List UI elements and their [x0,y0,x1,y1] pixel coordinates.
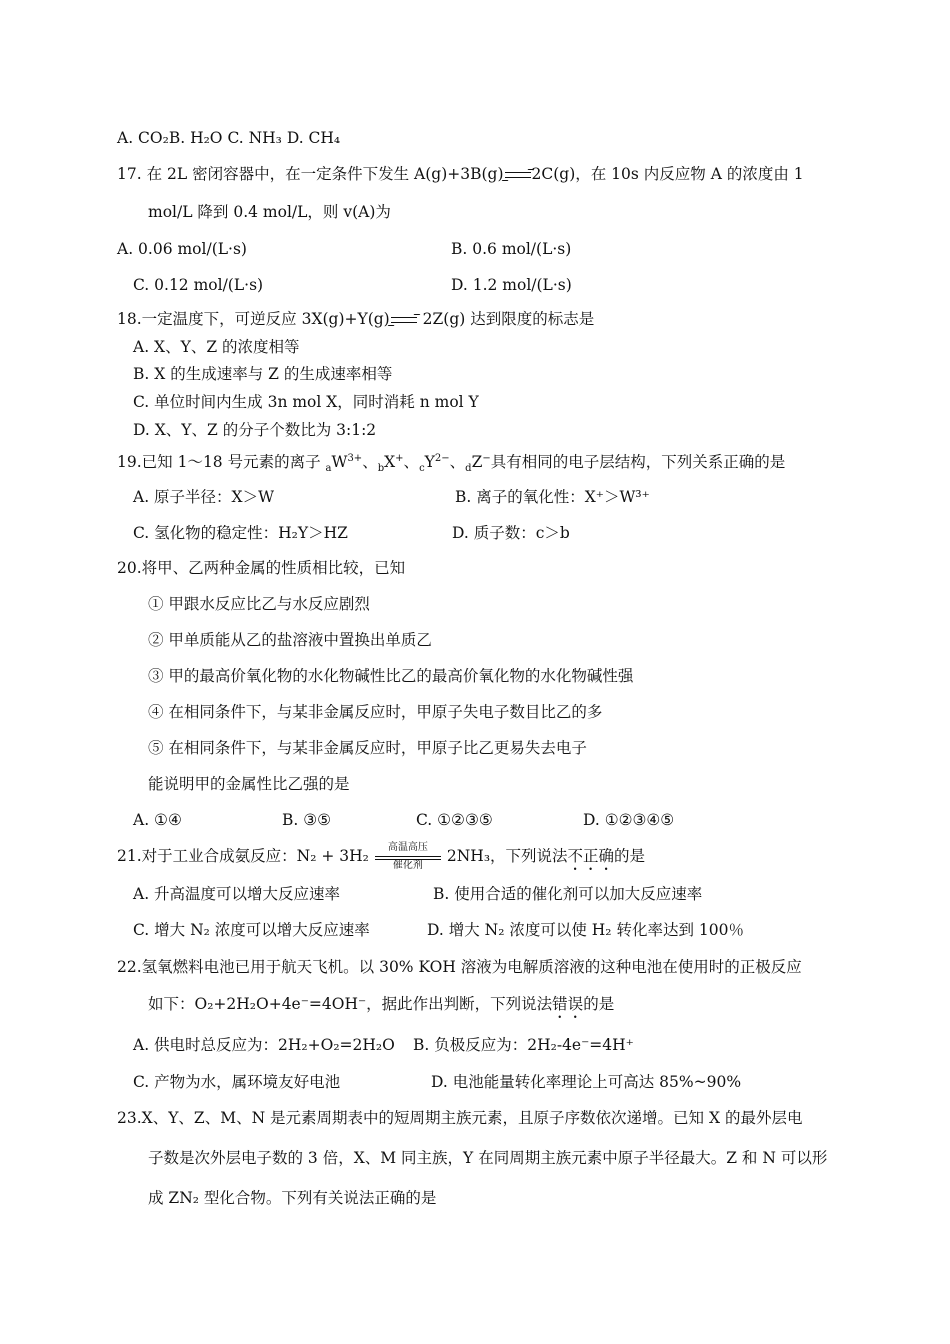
q22-number: 22. [117,958,142,976]
q20-item-2: ② 甲单质能从乙的盐溶液中置换出单质乙 [148,631,432,649]
q18-number: 18. [117,310,142,328]
q23-stem-line3: 成 ZN₂ 型化合物。下列有关说法正确的是 [148,1189,437,1207]
q21-option-a: A. 升高温度可以增大反应速率 [133,885,341,903]
q20-option-b: B. ③⑤ [282,811,332,829]
q19-ions: $_aW^{3+}$、$_b$X+、$_cY^{2-}$、$_d$Z− [325,452,491,475]
q21-number: 21. [117,847,142,865]
q22-stem-line2 [148,994,614,1022]
reaction-condition-arrow-icon [373,844,443,870]
q23-stem-line2: 子数是次外层电子数的 3 倍，X、M 同主族，Y 在同周期主族元素中原子半径最大。Z 和 N 可以形 [148,1149,828,1167]
q19-option-b: B. 离子的氧化性：X⁺＞W³⁺ [455,488,650,506]
q20-item-3: ③ 甲的最高价氧化物的水化物碱性比乙的最高价氧化物的水化物碱性强 [148,667,634,685]
q20-stem [117,558,405,578]
q17-option-d: D. 1.2 mol/(L·s) [451,276,572,294]
condition-bottom: 催化剂 [392,860,423,871]
q22-emphasis: 错误 [552,995,584,1013]
q22-stem1: 氢氧燃料电池已用于航天飞机。以 30% KOH 溶液为电解质溶液的这种电池在使用时的正极反应 [141,958,802,976]
q19-option-a: A. 原子半径：X＞W [133,488,275,506]
q22-stem2-b: 的是 [583,995,615,1013]
q17-stem-line2: mol/L 降到 0.4 mol/L，则 v(A)为 [148,203,391,221]
q18-option-b: B. X 的生成速率与 Z 的生成速率相等 [133,365,393,383]
reversible-arrow-icon [505,169,531,181]
q18-option-d: D. X、Y、Z 的分子个数比为 3:1:2 [133,421,377,439]
q20-option-a: A. ①④ [133,811,182,829]
q20-option-c: C. ①②③⑤ [416,811,493,829]
q18-option-c: C. 单位时间内生成 3n mol X，同时消耗 n mol Y [133,393,479,411]
q21-stem-c: 的是 [614,847,646,865]
q23-stem1: X、Y、Z、M、N 是元素周期表中的短周期主族元素，且原子序数依次递增。已知 X 的最外层电 [141,1109,803,1127]
q19-stem-a: 已知 1～18 号元素的离子 [141,453,326,471]
q16-options: A. CO₂B. H₂O C. NH₃ D. CH₄ [117,129,341,147]
q22-stem-line1 [117,957,802,977]
q20-item-5: ⑤ 在相同条件下，与某非金属反应时，甲原子比乙更易失去电子 [148,739,587,757]
q21-stem-b: 2NH₃，下列说法 [446,847,568,865]
q23-number: 23. [117,1109,142,1127]
q20-ask: 能说明甲的金属性比乙强的是 [148,775,350,793]
q18-stem-b: 2Z(g) 达到限度的标志是 [417,310,595,328]
q20-number: 20. [117,559,142,577]
q20-item-4: ④ 在相同条件下，与某非金属反应时，甲原子失电子数目比乙的多 [148,703,603,721]
q19-option-c: C. 氢化物的稳定性：H₂Y＞HZ [133,524,348,542]
q21-stem [117,844,645,874]
q17-stem-line1 [117,164,804,184]
q23-stem-line1 [117,1108,802,1128]
q22-option-b: B. 负极反应为：2H₂-4e⁻=4H⁺ [413,1036,634,1054]
q21-option-b: B. 使用合适的催化剂可以加大反应速率 [433,885,703,903]
q17-stem-a: 在 2L 密闭容器中，在一定条件下发生 A(g)+3B(g) [146,165,504,183]
q20-option-d: D. ①②③④⑤ [583,811,675,829]
q17-option-b: B. 0.6 mol/(L·s) [451,240,572,258]
q19-option-d: D. 质子数：c＞b [452,524,570,542]
q17-option-c: C. 0.12 mol/(L·s) [133,276,264,294]
q22-stem2-a: 如下：O₂+2H₂O+4e⁻=4OH⁻，据此作出判断，下列说法 [148,995,553,1013]
q19-stem [117,452,786,475]
q17-option-a: A. 0.06 mol/(L·s) [117,240,247,258]
q18-stem [117,309,594,329]
q21-emphasis: 不正确 [567,847,615,865]
q19-stem-b: 具有相同的电子层结构，下列关系正确的是 [490,453,786,471]
q22-option-c: C. 产物为水，属环境友好电池 [133,1073,341,1091]
q19-number: 19. [117,453,142,471]
q20-item-1: ① 甲跟水反应比乙与水反应剧烈 [148,595,370,613]
q21-option-c: C. 增大 N₂ 浓度可以增大反应速率 [133,921,370,939]
q18-option-a: A. X、Y、Z 的浓度相等 [133,338,300,356]
reversible-arrow-icon [391,314,417,326]
q18-stem-a: 一定温度下，可逆反应 3X(g)+Y(g) [141,310,390,328]
condition-top: 高温高压 [387,842,428,853]
q20-stem-text: 将甲、乙两种金属的性质相比较，已知 [141,559,406,577]
q17-number: 17. [117,165,142,183]
q22-option-a: A. 供电时总反应为：2H₂+O₂=2H₂O [133,1036,395,1054]
q21-option-d: D. 增大 N₂ 浓度可以使 H₂ 转化率达到 100％ [427,921,744,939]
q17-stem-b: 2C(g)，在 10s 内反应物 A 的浓度由 1 [531,165,804,183]
q21-stem-a: 对于工业合成氨反应：N₂ + 3H₂ [141,847,369,865]
q22-option-d: D. 电池能量转化率理论上可高达 85%~90% [431,1073,742,1091]
